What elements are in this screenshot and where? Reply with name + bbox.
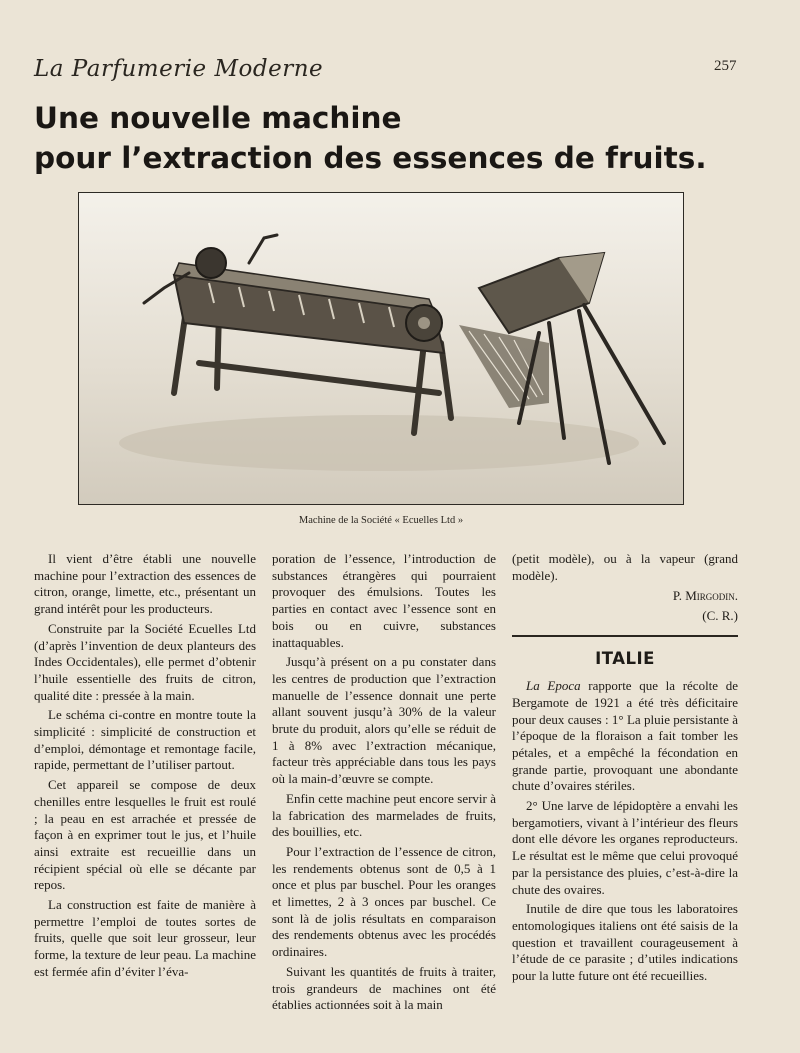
paragraph: (petit modèle), ou à la vapeur (grand modèle). <box>512 551 738 583</box>
author-initials: (C. R.) <box>702 608 738 624</box>
paragraph: Pour l’extraction de l’essence de citron, les rendements obtenus sont de 0,5 à 1 once et plus par buschel. Pour les oranges et limettes, 2 à 3 onces par buschel. Ce sont là de jolis résultats en comparaison des rendements obtenus avec les procédés ordinaires. <box>272 843 496 960</box>
paragraph: Il vient d’être établi une nouvelle machine pour l’extraction des essences de citron, orange, limette, etc., présentant un grand intérêt pour les producteurs. <box>34 551 256 617</box>
article-column-3 <box>512 551 738 988</box>
figure-caption: Machine de la Société « Ecuelles Ltd » <box>298 515 464 526</box>
paragraph: Jusqu’à présent on a pu constater dans les centres de production que l’extraction manuelle de l’essence donnait une perte allant souvent jusqu’à 30% de la valeur brute du produit, alors qu’elle se réduit de 1 à 8% avec l’extraction mécanique, facteur très appréciable dans tous les pays où la main-d’œuvre se compte. <box>272 654 496 787</box>
paragraph: Cet appareil se compose de deux chenilles entre lesquelles le fruit est roulé ; la peau en est arrachée et pressée de façon à en exprimer tout le jus, et l’huile ainsi extraite est recueillie dans un récipient spécial où elle se décante par repos. <box>34 777 256 893</box>
paragraph: La construction est faite de manière à permettre l’emploi de toutes sortes de fruits, quelle que soit leur grosseur, leur forme, la texture de leur peau. La machine est fermée afin d’éviter l’éva- <box>34 897 256 979</box>
paragraph: Le schéma ci-contre en montre toute la simplicité : simplicité de construction et d’emploi, démontage et remontage facile, rapide, permettant de l’utiliser partout. <box>34 707 256 773</box>
author-initials-line <box>512 607 738 624</box>
article-title-line-1: Une nouvelle machine <box>34 101 402 135</box>
article-title <box>34 98 774 178</box>
section-divider <box>512 635 738 637</box>
author-name: P. Mirgodin. <box>672 588 738 604</box>
machine-photograph <box>78 192 684 505</box>
journal-title: La Parfumerie Moderne <box>34 56 324 82</box>
paragraph <box>512 678 738 795</box>
page-number: 257 <box>714 58 737 74</box>
paragraph-text: rapporte que la récolte de Bergamote de 1921 a été très déficitaire pour deux causes : 1° La pluie persistante à l’époque de la floraison a fait tomber les pétales, et a empêché la fécondation en grande partie, provoquant une abondante chute d’ovaires stériles. <box>512 678 738 794</box>
paragraph: poration de l’essence, l’introduction de substances étrangères qui pourraient provoquer des émulsions. Toutes les parties en contact avec l’essence sont en bois ou en cuivre, substances inattaquables. <box>272 551 496 650</box>
article-title-line-2: pour l’extraction des essences de fruits. <box>34 141 707 175</box>
paragraph: Inutile de dire que tous les laboratoires entomologiques italiens ont été saisis de la question et travaillent courageusement à l’étude de ce parasite ; d’utiles indications pour la lutte future ont été recueillies. <box>512 901 738 984</box>
article-column-1 <box>34 551 256 984</box>
paragraph: Enfin cette machine peut encore servir à la fabrication des marmelades de fruits, des bouillies, etc. <box>272 790 496 840</box>
machine-illustration <box>79 193 683 504</box>
section-heading-italie: ITALIE <box>595 649 655 669</box>
source-name: La Epoca <box>526 678 581 694</box>
author-signature <box>512 587 738 604</box>
article-column-2 <box>272 551 496 1017</box>
paragraph: Construite par la Société Ecuelles Ltd (d’après l’invention de deux planteurs des Indes Occidentales), elle permet d’obtenir l’huile essentielle des fruits de citron, qualité dite : pressée à la main. <box>34 620 256 703</box>
paragraph: 2° Une larve de lépidoptère a envahi les bergamotiers, vivant à l’intérieur des fleurs dont elle dévore les organes reproducteurs. Le résultat est le même que celui provoqué par la persistance des pluies, c’est-à-dire la chute des ovaires. <box>512 798 738 897</box>
paragraph: Suivant les quantités de fruits à traiter, trois grandeurs de machines ont été établies actionnées soit à la main <box>272 963 496 1013</box>
